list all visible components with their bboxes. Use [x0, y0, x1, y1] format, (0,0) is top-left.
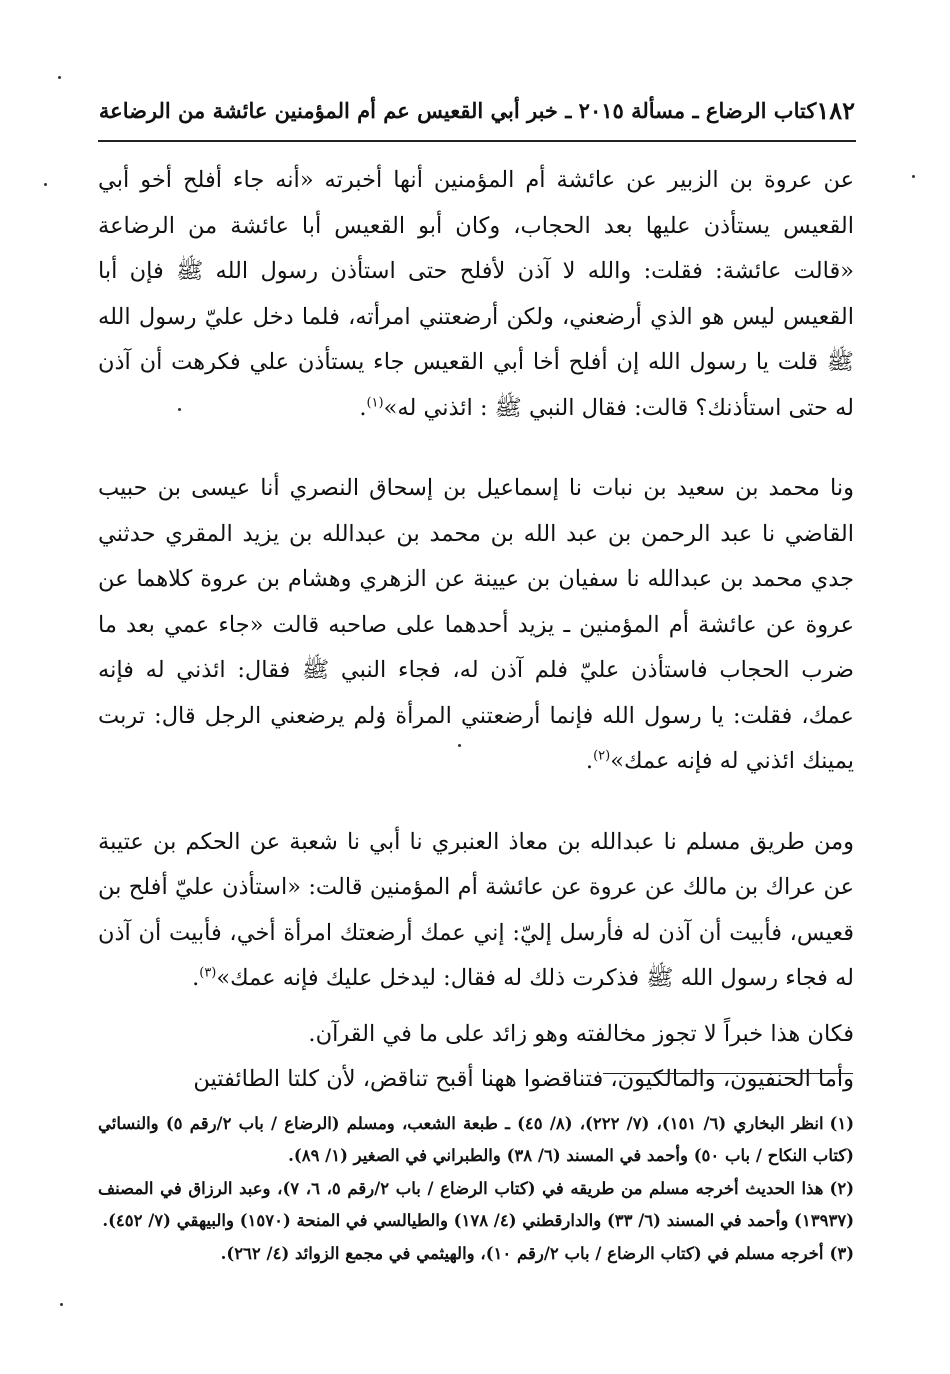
- scan-speck: [60, 1303, 63, 1306]
- footnote-text: أخرجه مسلم في (كتاب الرضاع / باب ٢/رقم ١٠)، والهيثمي في مجمع الزوائد (٤/ ٢٦٢).: [220, 1244, 824, 1263]
- footnote-marker: (٣): [829, 1244, 854, 1263]
- footnote-ref-3: (٣): [199, 965, 217, 981]
- footnote-text: هذا الحديث أخرجه مسلم من طريقه في (كتاب الرضاع / باب ٢/رقم ٥، ٦، ٧)، وعبد الرزاق في المصنف (١٣٩٣٧) وأحمد في المسند (٦/ ٣٣) والدارقطني (٤/ ١٧٨) والطيالسي في المنحة (١٥٧٠) والبيهقي (٧/ ٤٥٢).: [98, 1179, 854, 1230]
- scan-speck: [44, 183, 47, 186]
- footnote-ref-1: (١): [366, 395, 384, 410]
- footnote-marker: (١): [829, 1114, 855, 1133]
- paragraph-gap: [98, 431, 854, 466]
- scan-speck: [912, 175, 915, 178]
- running-header-title: كتاب الرضاع ـ مسألة ٢٠١٥ ـ خبر أبي القعيس عم أم المؤمنين عائشة من الرضاعة: [98, 97, 817, 123]
- running-header: [100, 88, 855, 132]
- footnote-text: انظر البخاري (٦/ ١٥١)، (٧/ ٢٢٢)، (٨/ ٤٥) ـ طبعة الشعب، ومسلم (الرضاع / باب ٢/رقم ٥) والنسائي (كتاب النكاح / باب ٥٠) وأحمد في المسند (٦/ ٣٨) والطبراني في الصغير (١/ ٨٩).: [98, 1114, 854, 1165]
- footnote-ref-2: (٢): [593, 748, 611, 764]
- footnote-1: [98, 1108, 854, 1171]
- scan-speck: [58, 76, 61, 79]
- header-rule: [98, 140, 856, 142]
- paragraph-gap: [98, 785, 854, 820]
- paragraph-text: ونا محمد بن سعيد بن نبات نا إسماعيل بن إسحاق النصري أنا عيسى بن حبيب القاضي نا عبد الرحمن بن عبد الله بن محمد بن عبدالله بن يزيد المقري حدثني جدي محمد بن عبدالله نا سفيان بن عيينة عن الزهري وهشام بن عروة كلاهما عن عروة عن عائشة أم المؤمنين ـ يزيد أحدهما على صاحبه قالت «جاء عمي بعد ما ضرب الحجاب فاستأذن عليّ فلم آذن له، فجاء النبي ﷺ فقال: ائذني له فإنه عمك، فقلت: يا رسول الله فإنما أرضعتني المرأة ولم يرضعني الرجل قال: تربت يمينك ائذني له فإنه عمك»: [98, 475, 854, 774]
- footnotes: [98, 1108, 854, 1272]
- paragraph-text: ومن طريق مسلم نا عبدالله بن معاذ العنبري نا أبي نا شعبة عن الحكم بن عتيبة عن عراك بن مالك عن عروة عن عائشة أم المؤمنين قالت: «استأذن عليّ أفلح بن قعيس، فأبيت أن آذن له فأرسل إليّ: إني عمك أرضعتك امرأة أخي، فأبيت أن آذن له فجاء رسول الله ﷺ فذكرت ذلك له فقال: ليدخل عليك فإنه عمك»: [98, 828, 854, 991]
- paragraph-conclusion: فكان هذا خبراً لا تجوز مخالفته وهو زائد على ما في القرآن.: [308, 1020, 854, 1047]
- footnote-2: [98, 1173, 854, 1236]
- footnote-marker: (٢): [829, 1179, 854, 1198]
- footnote-3: [98, 1238, 854, 1270]
- paragraph-end: .: [359, 394, 367, 421]
- paragraph-end: .: [192, 965, 200, 991]
- paragraph-text: عن عروة بن الزبير عن عائشة أم المؤمنين أنها أخبرته «أنه جاء أفلح أخو أبي القعيس يستأذن عليها بعد الحجاب، وكان أبو القعيس أبا عائشة من الرضاعة «قالت عائشة: فقلت: والله لا آذن لأفلح حتى استأذن رسول الله ﷺ فإن أبا القعيس ليس هو الذي أرضعني، ولكن أرضعتني امرأته، فلما دخل عليّ رسول الله ﷺ قلت يا رسول الله إن أفلح أخا أبي القعيس جاء يستأذن علي فكرهت أن آذن له حتى استأذنك؟ قالت: فقال النبي ﷺ : ائذني له»: [98, 167, 854, 421]
- main-text: [98, 158, 854, 1103]
- paragraph-isnad-zuhri: [98, 466, 854, 785]
- page-number: ١٨٢: [816, 95, 855, 125]
- footnote-rule: [603, 1073, 853, 1074]
- paragraph-gap: [98, 1002, 854, 1012]
- paragraph-isnad-muslim: [98, 820, 854, 1002]
- paragraph-end: .: [585, 748, 594, 774]
- paragraph-hadith-aisha: [98, 158, 854, 431]
- paragraph-hanafi-maliki: وأما الحنفيون، والمالكيون، فتناقضوا ههنا أقبح تناقض، لأن كلتا الطائفتين: [193, 1066, 854, 1092]
